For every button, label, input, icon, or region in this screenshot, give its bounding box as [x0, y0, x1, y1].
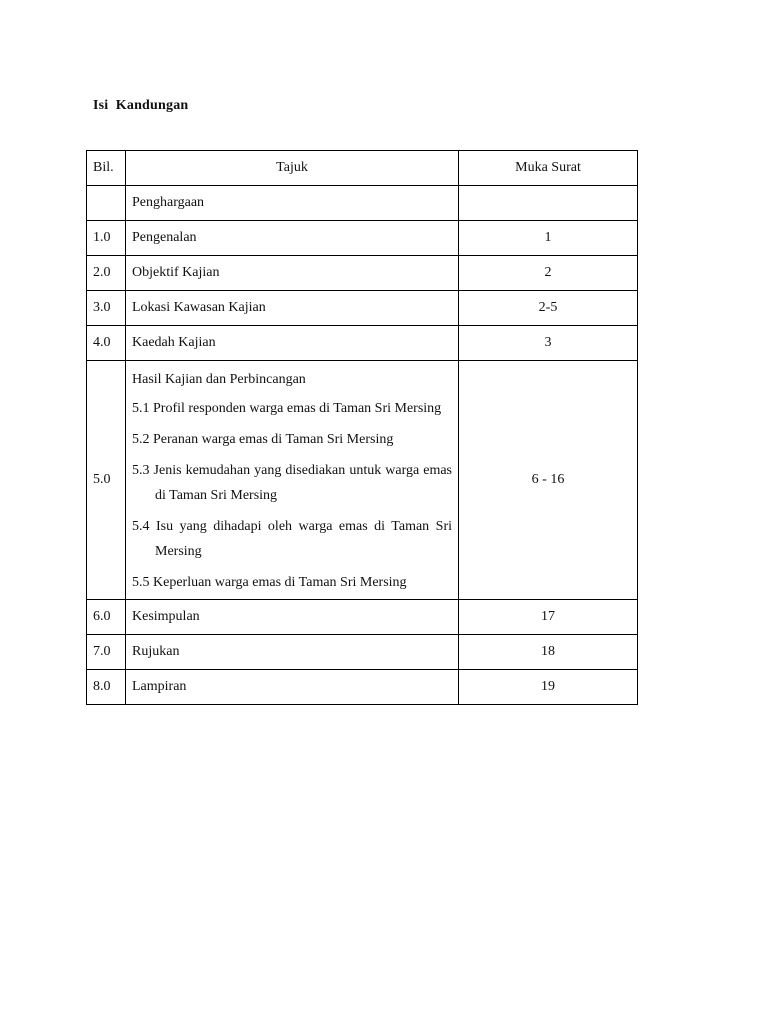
row-page: 19: [459, 670, 638, 705]
table-row: [87, 670, 638, 705]
subsection-5-2: 5.2 Peranan warga emas di Taman Sri Mersing: [132, 432, 394, 447]
table-row: [87, 635, 638, 670]
row-page: 17: [459, 600, 638, 635]
table-row: [87, 600, 638, 635]
subsection-5-3: 5.3 Jenis kemudahan yang disediakan untuk warga emas di Taman Sri Mersing: [132, 463, 452, 503]
row-number: 1.0: [87, 221, 126, 256]
table-row: [87, 291, 638, 326]
row-number: 8.0: [87, 670, 126, 705]
subsection-5-1: 5.1 Profil responden warga emas di Taman Sri Mersing: [132, 401, 442, 416]
row-page: 2-5: [459, 291, 638, 326]
row-title: Lokasi Kawasan Kajian: [126, 291, 459, 326]
table-row: [87, 186, 638, 221]
table-of-contents: [86, 150, 638, 705]
row-title: Pengenalan: [126, 221, 459, 256]
table-row: [87, 256, 638, 291]
row-page: 1: [459, 221, 638, 256]
row-title: Objektif Kajian: [126, 256, 459, 291]
row-title: Rujukan: [126, 635, 459, 670]
section-5-title: Hasil Kajian dan Perbincangan: [132, 372, 306, 387]
row-number: 3.0: [87, 291, 126, 326]
row-title: Lampiran: [126, 670, 459, 705]
row-page: 6 - 16: [459, 361, 638, 600]
table-row-section-5: [87, 361, 638, 600]
header-muka-surat: Muka Surat: [459, 151, 638, 186]
row-number: 5.0: [87, 361, 126, 600]
row-title: Penghargaan: [126, 186, 459, 221]
row-title: Kesimpulan: [126, 600, 459, 635]
page-title: Isi Kandungan: [93, 98, 189, 113]
row-number: 2.0: [87, 256, 126, 291]
row-number: 6.0: [87, 600, 126, 635]
section-5-contents: [126, 361, 459, 600]
row-title: Kaedah Kajian: [126, 326, 459, 361]
row-page: 3: [459, 326, 638, 361]
row-number: [87, 186, 126, 221]
header-bil: Bil.: [87, 151, 126, 186]
row-number: 4.0: [87, 326, 126, 361]
subsection-5-4: 5.4 Isu yang dihadapi oleh warga emas di Taman Sri Mersing: [132, 519, 452, 559]
row-page: 18: [459, 635, 638, 670]
table-header-row: [87, 151, 638, 186]
table-row: [87, 221, 638, 256]
row-page: [459, 186, 638, 221]
header-tajuk: Tajuk: [126, 151, 459, 186]
row-page: 2: [459, 256, 638, 291]
row-number: 7.0: [87, 635, 126, 670]
subsection-5-5: 5.5 Keperluan warga emas di Taman Sri Mersing: [132, 575, 407, 590]
table-row: [87, 326, 638, 361]
